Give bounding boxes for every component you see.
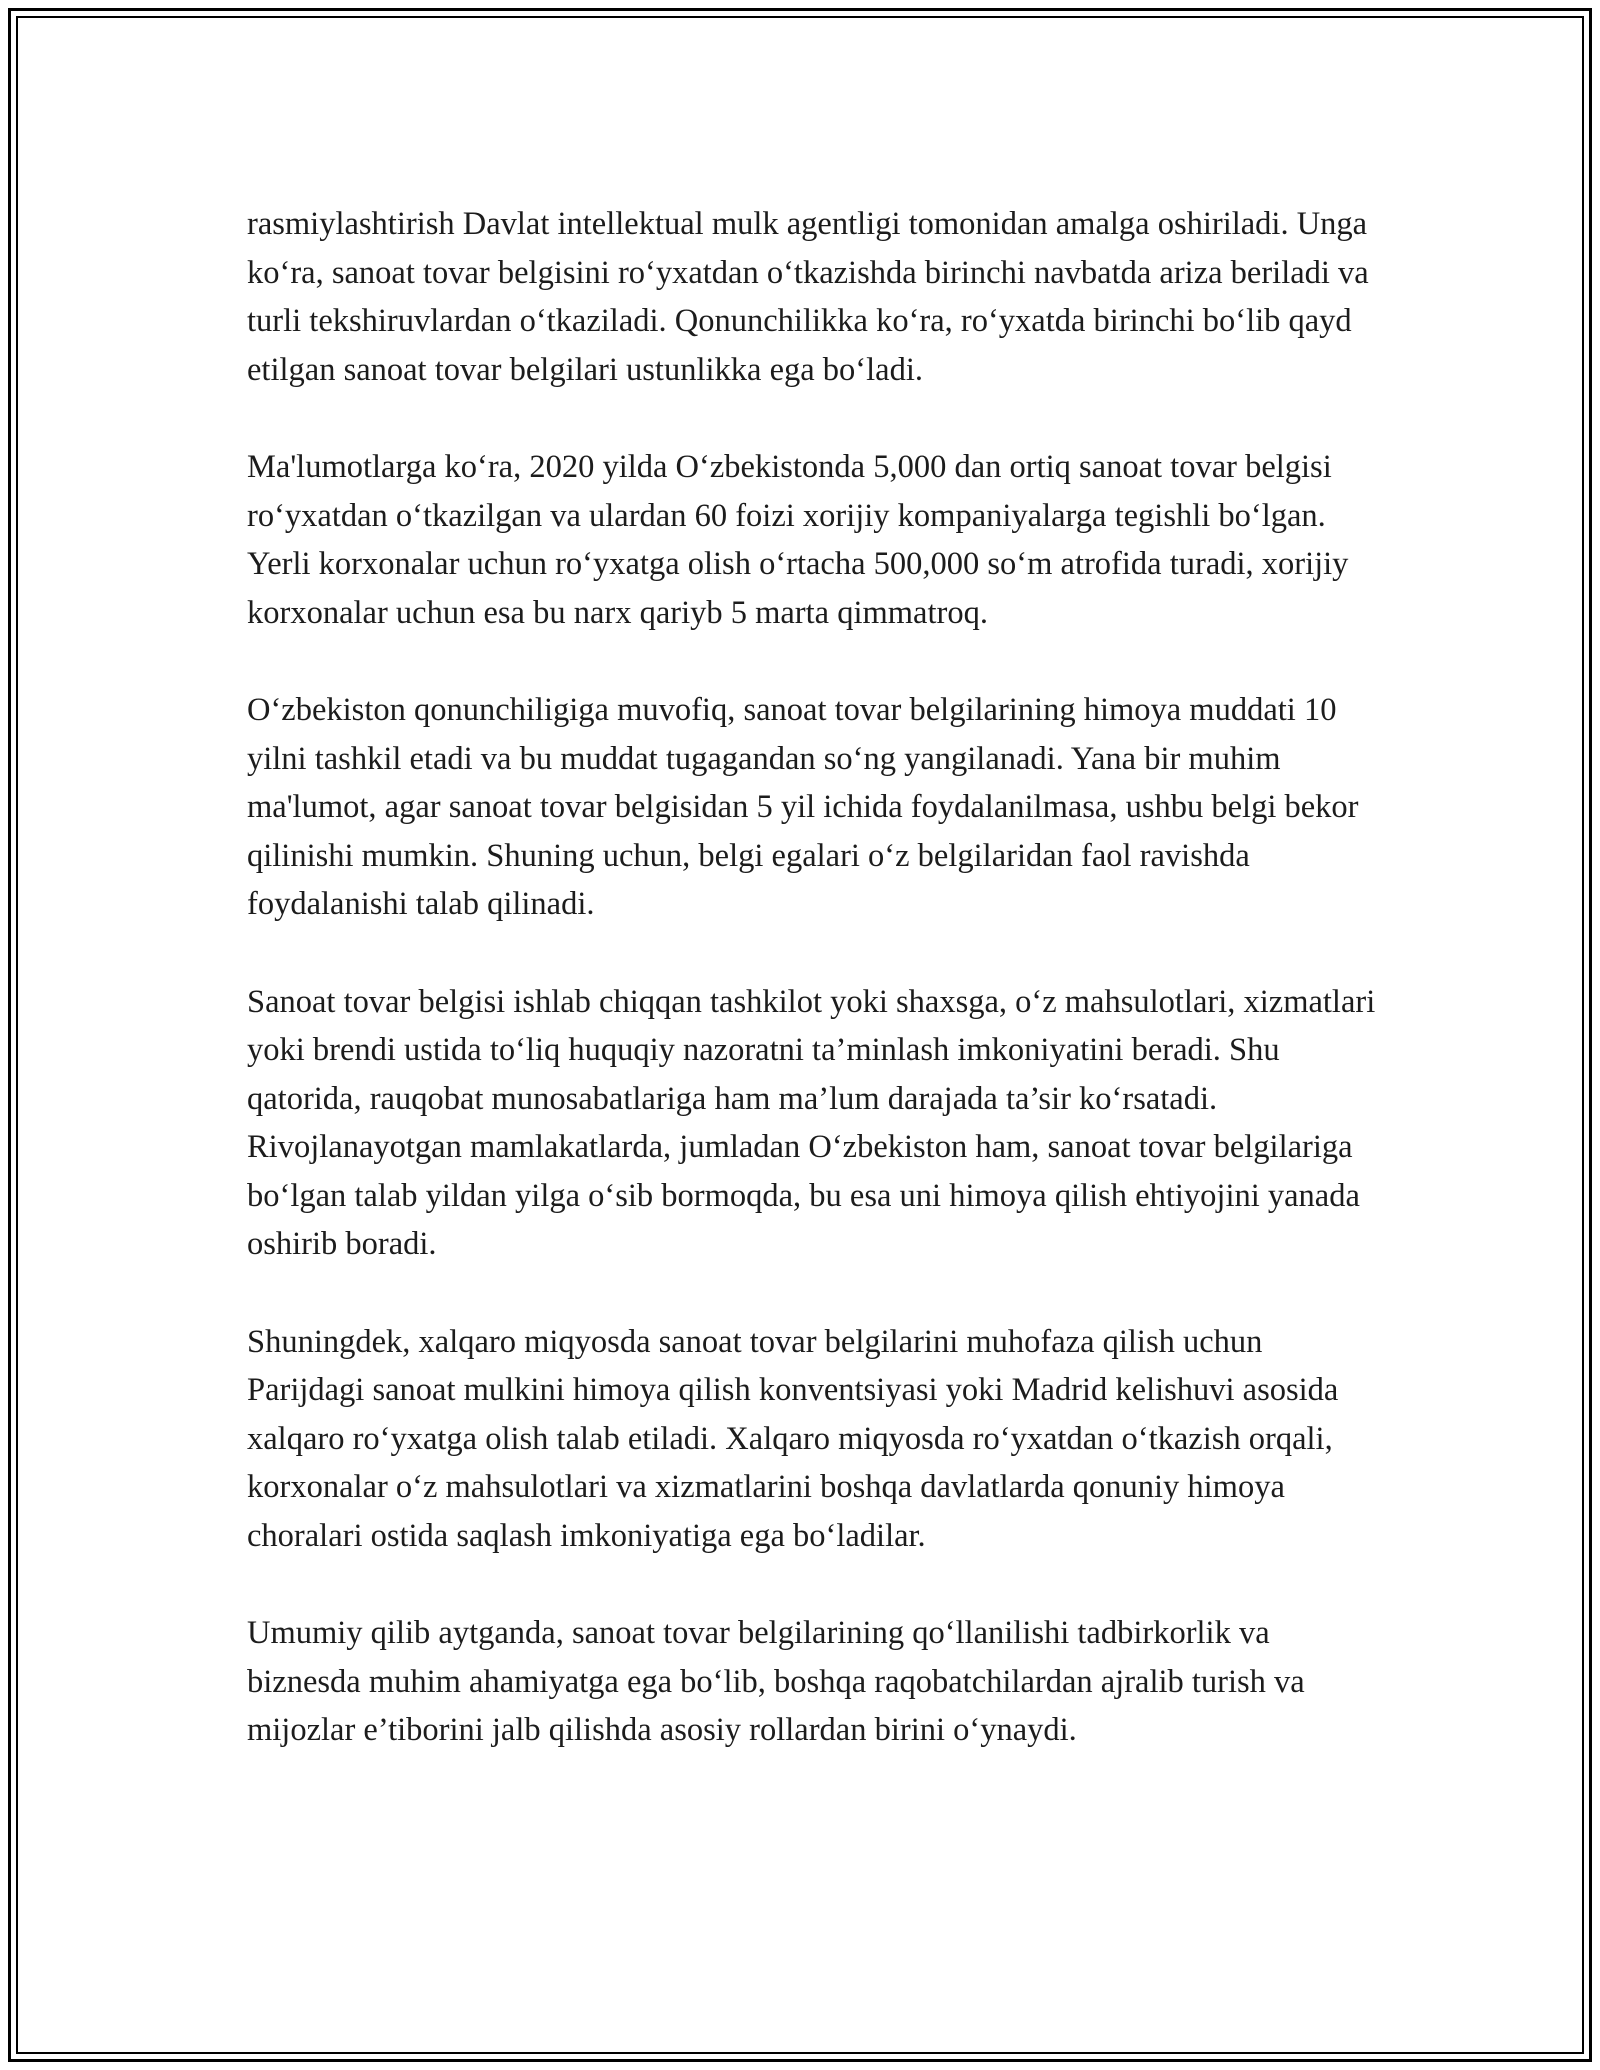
paragraph: Umumiy qilib aytganda, sanoat tovar belgilarining qo‘llanilishi tadbirkorlik va biznesda muhim ahamiyatga ega bo‘lib, boshqa raqobatchilardan ajralib turish va mijozlar e’tiborini jalb qilishda asosiy rollardan birini o‘ynaydi. bbox=[247, 1615, 1305, 1749]
document-body bbox=[247, 200, 1387, 1755]
paragraph: Sanoat tovar belgisi ishlab chiqqan tashkilot yoki shaxsga, o‘z mahsulotlari, xizmatlari yoki brendi ustida to‘liq huquqiy nazoratni ta’minlash imkoniyatini beradi. Shu qatorida, rauqobat munosabatlariga ham ma’lum darajada ta’sir ko‘rsatadi. Rivojlanayotgan mamlakatlarda, jumladan O‘zbekiston ham, sanoat tovar belgilariga bo‘lgan talab yildan yilga o‘sib bormoqda, bu esa uni himoya qilish ehtiyojini yanada oshirib boradi. bbox=[247, 983, 1376, 1263]
paragraph: Ma'lumotlarga ko‘ra, 2020 yilda O‘zbekistonda 5,000 dan ortiq sanoat tovar belgisi ro‘yxatdan o‘tkazilgan va ulardan 60 foizi xorijiy kompaniyalarga tegishli bo‘lgan. Yerli korxonalar uchun ro‘yxatga olish o‘rtacha 500,000 so‘m atrofida turadi, xorijiy korxonalar uchun esa bu narx qariyb 5 marta qimmatroq. bbox=[247, 448, 1349, 631]
paragraph: O‘zbekiston qonunchiligiga muvofiq, sanoat tovar belgilarining himoya muddati 10 yilni tashkil etadi va bu muddat tugagandan so‘ng yangilanadi. Yana bir muhim ma'lumot, agar sanoat tovar belgisidan 5 yil ichida foydalanilmasa, ushbu belgi bekor qilinishi mumkin. Shuning uchun, belgi egalari o‘z belgilaridan faol ravishda foydalanishi talab qilinadi. bbox=[247, 691, 1359, 923]
document-page bbox=[8, 8, 1592, 2062]
paragraph: rasmiylashtirish Davlat intellektual mulk agentligi tomonidan amalga oshiriladi. Unga ko‘ra, sanoat tovar belgisini ro‘yxatdan o‘tkazishda birinchi navbatda ariza beriladi va turli tekshiruvlardan o‘tkaziladi. Qonunchilikka ko‘ra, ro‘yxatda birinchi bo‘lib qayd etilgan sanoat tovar belgilari ustunlikka ega bo‘ladi. bbox=[247, 206, 1369, 388]
paragraph: Shuningdek, xalqaro miqyosda sanoat tovar belgilarini muhofaza qilish uchun Parijdagi sanoat mulkini himoya qilish konventsiyasi yoki Madrid kelishuvi asosida xalqaro ro‘yxatga olish talab etiladi. Xalqaro miqyosda ro‘yxatdan o‘tkazish orqali, korxonalar o‘z mahsulotlari va xizmatlarini boshqa davlatlarda qonuniy himoya choralari ostida saqlash imkoniyatiga ega bo‘ladilar. bbox=[247, 1323, 1339, 1555]
